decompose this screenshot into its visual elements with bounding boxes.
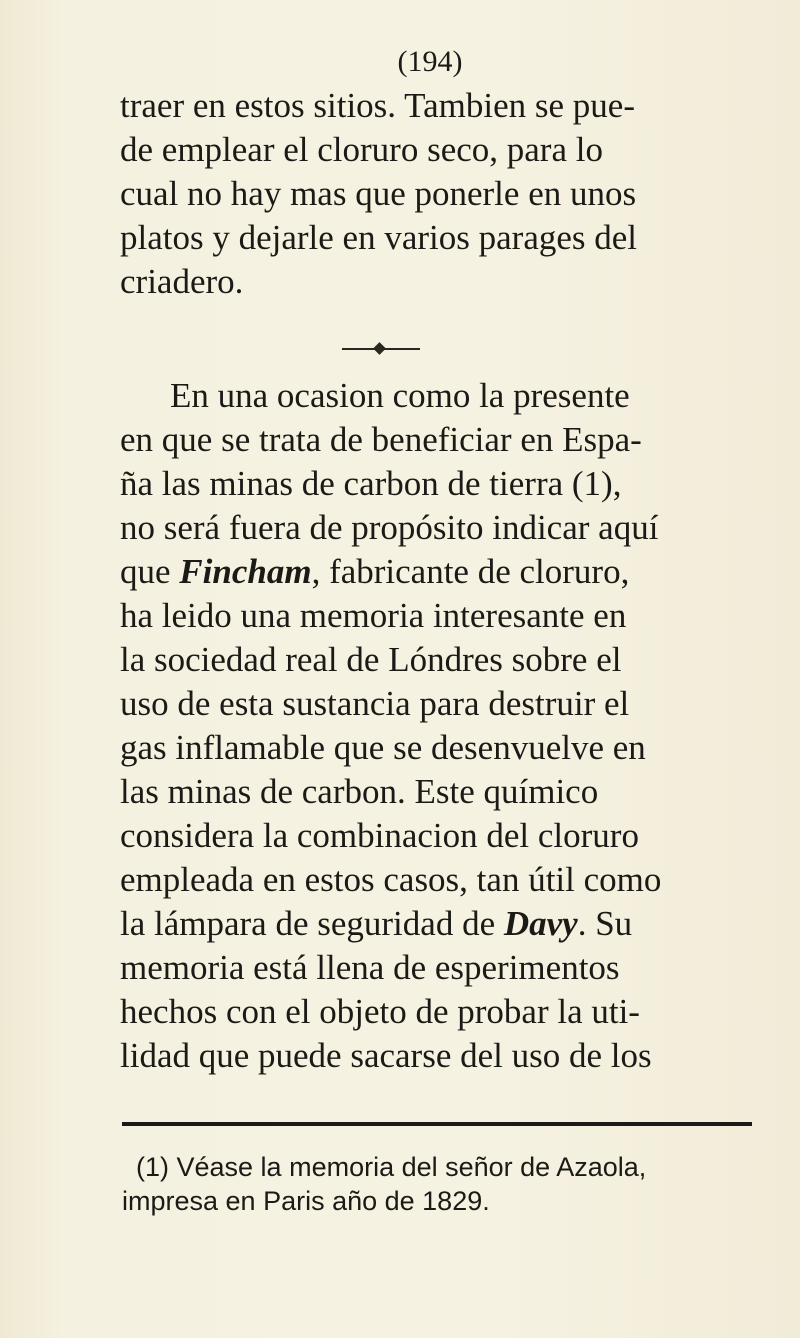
text-line: lidad que puede sacarse del uso de los [120,1036,652,1075]
text-span: , fabricante de cloruro, [311,552,630,591]
text-line: traer en estos sitios. Tambien se pue- [120,86,635,125]
text-line: uso de esta sustancia para destruir el [120,684,630,723]
text-line: empleada en estos casos, tan útil como [120,860,662,899]
text-line: memoria está llena de esperimentos [120,948,620,987]
text-line: no será fuera de propósito indicar aquí [120,508,659,547]
text-line: ha leido una memoria interesante en [120,596,627,635]
text-line [120,902,760,946]
text-line: ña las minas de carbon de tierra (1), [120,464,622,503]
text-line [120,550,760,594]
footnote-line [122,1150,762,1184]
section-separator [342,343,420,353]
text-line: en que se trata de beneficiar en Espa- [120,420,642,459]
page-number: (194) [397,45,463,78]
footnote-text: (1) Véase la memoria del señor de Azaola, [136,1152,647,1182]
text-span: la lámpara de seguridad de [120,904,504,943]
text-span: que [120,552,180,591]
text-line: la sociedad real de Lóndres sobre el [120,640,622,679]
text-line: las minas de carbon. Este químico [120,772,599,811]
text-span: . Su [577,904,633,943]
text-line: hechos con el objeto de probar la uti- [120,992,640,1031]
footnote-line: impresa en Paris año de 1829. [122,1186,490,1216]
separator-diamond-icon [373,342,386,355]
text-line: gas inflamable que se desenvuelve en [120,728,646,767]
person-name-fincham: Fincham [179,552,312,591]
text-line: considera la combinacion del cloruro [120,816,639,855]
footnote-rule [122,1122,752,1126]
person-name-davy: Davy [503,904,578,943]
text-line: criadero. [120,262,244,301]
text-line: En una ocasion como la presente [170,376,630,415]
text-line: cual no hay mas que ponerle en unos [120,174,637,213]
text-line: platos y dejarle en varios parages del [120,218,638,257]
text-line: de emplear el cloruro seco, para lo [120,130,603,169]
